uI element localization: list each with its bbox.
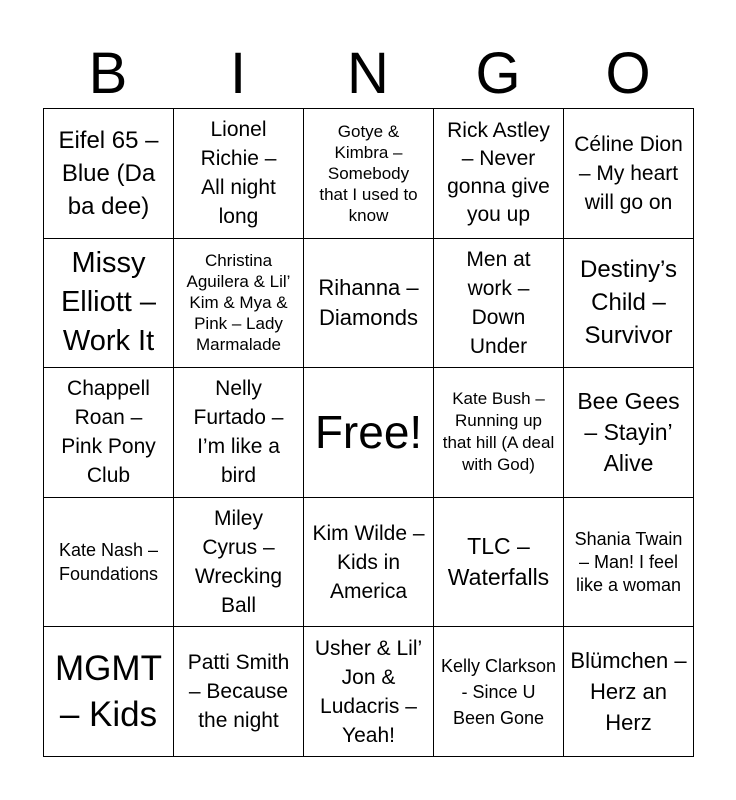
cell-text: TLC – Waterfalls bbox=[447, 533, 550, 591]
cell-text: Céline Dion – My heart will go on bbox=[574, 132, 683, 214]
cell-text: Eifel 65 – Blue (Da ba dee) bbox=[58, 126, 159, 220]
cell-text: Kate Nash – Foundations bbox=[58, 540, 159, 585]
bingo-header bbox=[43, 40, 693, 108]
free-space: Free! bbox=[314, 406, 423, 459]
cell-text: Lionel Richie – All night long bbox=[200, 118, 277, 229]
cell-text: Miley Cyrus – Wrecking Ball bbox=[194, 507, 283, 618]
bingo-cell[interactable] bbox=[434, 498, 564, 628]
cell-text: Kelly Clarkson - Since U Been Gone bbox=[440, 655, 557, 728]
cell-text: Bee Gees – Stayin’ Alive bbox=[577, 387, 680, 476]
bingo-cell[interactable] bbox=[304, 627, 434, 757]
bingo-cell[interactable] bbox=[434, 368, 564, 498]
cell-text: Chappell Roan – Pink Pony Club bbox=[61, 377, 156, 488]
bingo-cell[interactable] bbox=[174, 498, 304, 628]
header-letter-i: I bbox=[229, 41, 247, 106]
bingo-cell[interactable] bbox=[434, 239, 564, 369]
bingo-cell[interactable] bbox=[44, 368, 174, 498]
bingo-cell[interactable] bbox=[44, 627, 174, 757]
bingo-cell[interactable] bbox=[564, 368, 694, 498]
bingo-cell[interactable] bbox=[174, 239, 304, 369]
bingo-cell[interactable] bbox=[304, 368, 434, 498]
cell-text: Gotye & Kimbra – Somebody that I used to know bbox=[319, 121, 418, 225]
bingo-cell[interactable] bbox=[564, 627, 694, 757]
header-letter-b: B bbox=[88, 41, 128, 106]
bingo-cell[interactable] bbox=[44, 239, 174, 369]
bingo-cell[interactable] bbox=[564, 109, 694, 239]
bingo-cell[interactable] bbox=[44, 498, 174, 628]
cell-text: Christina Aguilera & Lil’ Kim & Mya & Pink – Lady Marmalade bbox=[186, 251, 291, 355]
cell-text: Rick Astley – Never gonna give you up bbox=[447, 119, 550, 227]
bingo-cell[interactable] bbox=[174, 109, 304, 239]
cell-text: Blümchen – Herz an Herz bbox=[570, 648, 687, 736]
bingo-grid bbox=[43, 108, 694, 757]
header-letter-o: O bbox=[605, 41, 651, 106]
cell-text: Patti Smith – Because the night bbox=[187, 651, 290, 733]
cell-text: Rihanna – Diamonds bbox=[318, 274, 419, 330]
bingo-cell[interactable] bbox=[434, 627, 564, 757]
bingo-cell[interactable] bbox=[44, 109, 174, 239]
header-letter-g: G bbox=[475, 41, 521, 106]
header-letter-n: N bbox=[347, 41, 389, 106]
bingo-cell[interactable] bbox=[434, 109, 564, 239]
cell-text: Usher & Lil’ Jon & Ludacris – Yeah! bbox=[314, 636, 423, 747]
bingo-cell[interactable] bbox=[304, 498, 434, 628]
bingo-cell[interactable] bbox=[564, 498, 694, 628]
cell-text: Missy Elliott – Work It bbox=[60, 247, 157, 358]
bingo-cell[interactable] bbox=[564, 239, 694, 369]
cell-text: Shania Twain – Man! I feel like a woman bbox=[574, 528, 683, 595]
cell-text: Kate Bush – Running up that hill (A deal with God) bbox=[442, 389, 555, 475]
cell-text: Destiny’s Child – Survivor bbox=[580, 256, 677, 350]
cell-text: Kim Wilde – Kids in America bbox=[312, 521, 425, 603]
bingo-cell[interactable] bbox=[174, 627, 304, 757]
cell-text: Nelly Furtado – I’m like a bird bbox=[193, 377, 284, 488]
cell-text: MGMT – Kids bbox=[55, 648, 162, 734]
bingo-cell[interactable] bbox=[304, 239, 434, 369]
cell-text: Men at work – Down Under bbox=[466, 247, 531, 358]
bingo-cell[interactable] bbox=[174, 368, 304, 498]
bingo-cell[interactable] bbox=[304, 109, 434, 239]
